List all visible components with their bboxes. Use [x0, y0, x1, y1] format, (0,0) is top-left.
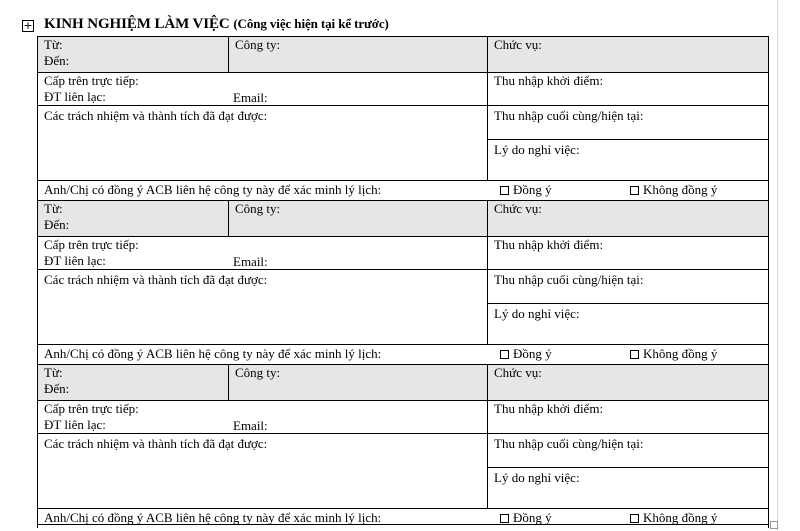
- leave-reason-field[interactable]: [487, 303, 769, 344]
- email-label: Email:: [233, 90, 268, 105]
- experience-block-2: [37, 200, 769, 364]
- agree-label: Đồng ý: [513, 182, 552, 197]
- final-income-field[interactable]: [487, 105, 769, 139]
- experience-block-1: [37, 36, 769, 200]
- checkbox-icon: [630, 514, 639, 523]
- company-field[interactable]: [228, 364, 487, 400]
- supervisor-label: Cấp trên trực tiếp:: [44, 73, 139, 88]
- start-income-label: Thu nhập khởi điểm:: [494, 73, 604, 88]
- position-field[interactable]: [487, 364, 769, 400]
- final-income-label: Thu nhập cuối cùng/hiện tại:: [494, 436, 644, 451]
- checkbox-icon: [630, 186, 639, 195]
- responsibilities-label: Các trách nhiệm và thành tích đã đạt được:: [44, 436, 268, 451]
- supervisor-label: Cấp trên trực tiếp:: [44, 237, 139, 252]
- from-label: Từ:: [44, 365, 63, 380]
- checkbox-icon: [630, 350, 639, 359]
- company-field[interactable]: [228, 200, 487, 236]
- phone-label: ĐT liên lạc:: [44, 253, 106, 268]
- disagree-checkbox[interactable]: [630, 346, 717, 362]
- section-title: [44, 16, 389, 33]
- position-field[interactable]: [487, 36, 769, 72]
- responsibilities-label: Các trách nhiệm và thành tích đã đạt được:: [44, 108, 268, 123]
- position-label: Chức vụ:: [494, 365, 542, 380]
- to-label: Đến:: [44, 217, 70, 232]
- leave-reason-field[interactable]: [487, 139, 769, 180]
- from-to-field[interactable]: [37, 36, 228, 72]
- from-label: Từ:: [44, 201, 63, 216]
- leave-reason-label: Lý do nghỉ việc:: [494, 142, 580, 157]
- checkbox-icon: [500, 186, 509, 195]
- supervisor-contact-field[interactable]: [37, 400, 487, 433]
- consent-row: [37, 180, 769, 200]
- position-label: Chức vụ:: [494, 37, 542, 52]
- table-move-handle-icon[interactable]: +: [23, 19, 33, 32]
- final-income-label: Thu nhập cuối cùng/hiện tại:: [494, 108, 644, 123]
- from-label: Từ:: [44, 37, 63, 52]
- start-income-label: Thu nhập khởi điểm:: [494, 237, 604, 252]
- consent-question: Anh/Chị có đồng ý ACB liên hệ công ty này để xác minh lý lịch:: [44, 182, 382, 197]
- final-income-field[interactable]: [487, 433, 769, 467]
- email-label: Email:: [233, 418, 268, 433]
- experience-block-3: [37, 364, 769, 528]
- supervisor-label: Cấp trên trực tiếp:: [44, 401, 139, 416]
- supervisor-contact-field[interactable]: [37, 72, 487, 105]
- checkbox-icon: [500, 350, 509, 359]
- from-to-field[interactable]: [37, 200, 228, 236]
- position-field[interactable]: [487, 200, 769, 236]
- page-edge-line: [777, 0, 778, 531]
- agree-checkbox[interactable]: [500, 182, 552, 198]
- consent-question: Anh/Chị có đồng ý ACB liên hệ công ty này để xác minh lý lịch:: [44, 346, 382, 361]
- table-bottom-border: [37, 524, 769, 525]
- disagree-checkbox[interactable]: [630, 182, 717, 198]
- supervisor-contact-field[interactable]: [37, 236, 487, 269]
- table-resize-handle[interactable]: [770, 521, 778, 529]
- agree-label: Đồng ý: [513, 346, 552, 361]
- start-income-label: Thu nhập khởi điểm:: [494, 401, 604, 416]
- consent-row: [37, 508, 769, 528]
- disagree-label: Không đồng ý: [643, 346, 718, 361]
- consent-row: [37, 344, 769, 364]
- leave-reason-field[interactable]: [487, 467, 769, 508]
- leave-reason-label: Lý do nghỉ việc:: [494, 470, 580, 485]
- responsibilities-field[interactable]: [37, 269, 487, 344]
- agree-checkbox[interactable]: [500, 346, 552, 362]
- phone-label: ĐT liên lạc:: [44, 417, 106, 432]
- section-title-sub: (Công việc hiện tại kể trước): [233, 16, 389, 31]
- disagree-label: Không đồng ý: [643, 510, 718, 525]
- start-income-field[interactable]: [487, 400, 769, 433]
- start-income-field[interactable]: [487, 72, 769, 105]
- checkbox-icon: [500, 514, 509, 523]
- to-label: Đến:: [44, 381, 70, 396]
- position-label: Chức vụ:: [494, 201, 542, 216]
- leave-reason-label: Lý do nghỉ việc:: [494, 306, 580, 321]
- phone-label: ĐT liên lạc:: [44, 89, 106, 104]
- company-label: Công ty:: [235, 37, 281, 52]
- consent-question: Anh/Chị có đồng ý ACB liên hệ công ty này để xác minh lý lịch:: [44, 510, 382, 525]
- to-label: Đến:: [44, 53, 70, 68]
- agree-label: Đồng ý: [513, 510, 552, 525]
- start-income-field[interactable]: [487, 236, 769, 269]
- responsibilities-field[interactable]: [37, 105, 487, 180]
- section-title-main: KINH NGHIỆM LÀM VIỆC: [44, 16, 230, 32]
- email-label: Email:: [233, 254, 268, 269]
- responsibilities-field[interactable]: [37, 433, 487, 508]
- responsibilities-label: Các trách nhiệm và thành tích đã đạt được:: [44, 272, 268, 287]
- company-label: Công ty:: [235, 365, 281, 380]
- disagree-label: Không đồng ý: [643, 182, 718, 197]
- final-income-label: Thu nhập cuối cùng/hiện tại:: [494, 272, 644, 287]
- final-income-field[interactable]: [487, 269, 769, 303]
- company-field[interactable]: [228, 36, 487, 72]
- from-to-field[interactable]: [37, 364, 228, 400]
- company-label: Công ty:: [235, 201, 281, 216]
